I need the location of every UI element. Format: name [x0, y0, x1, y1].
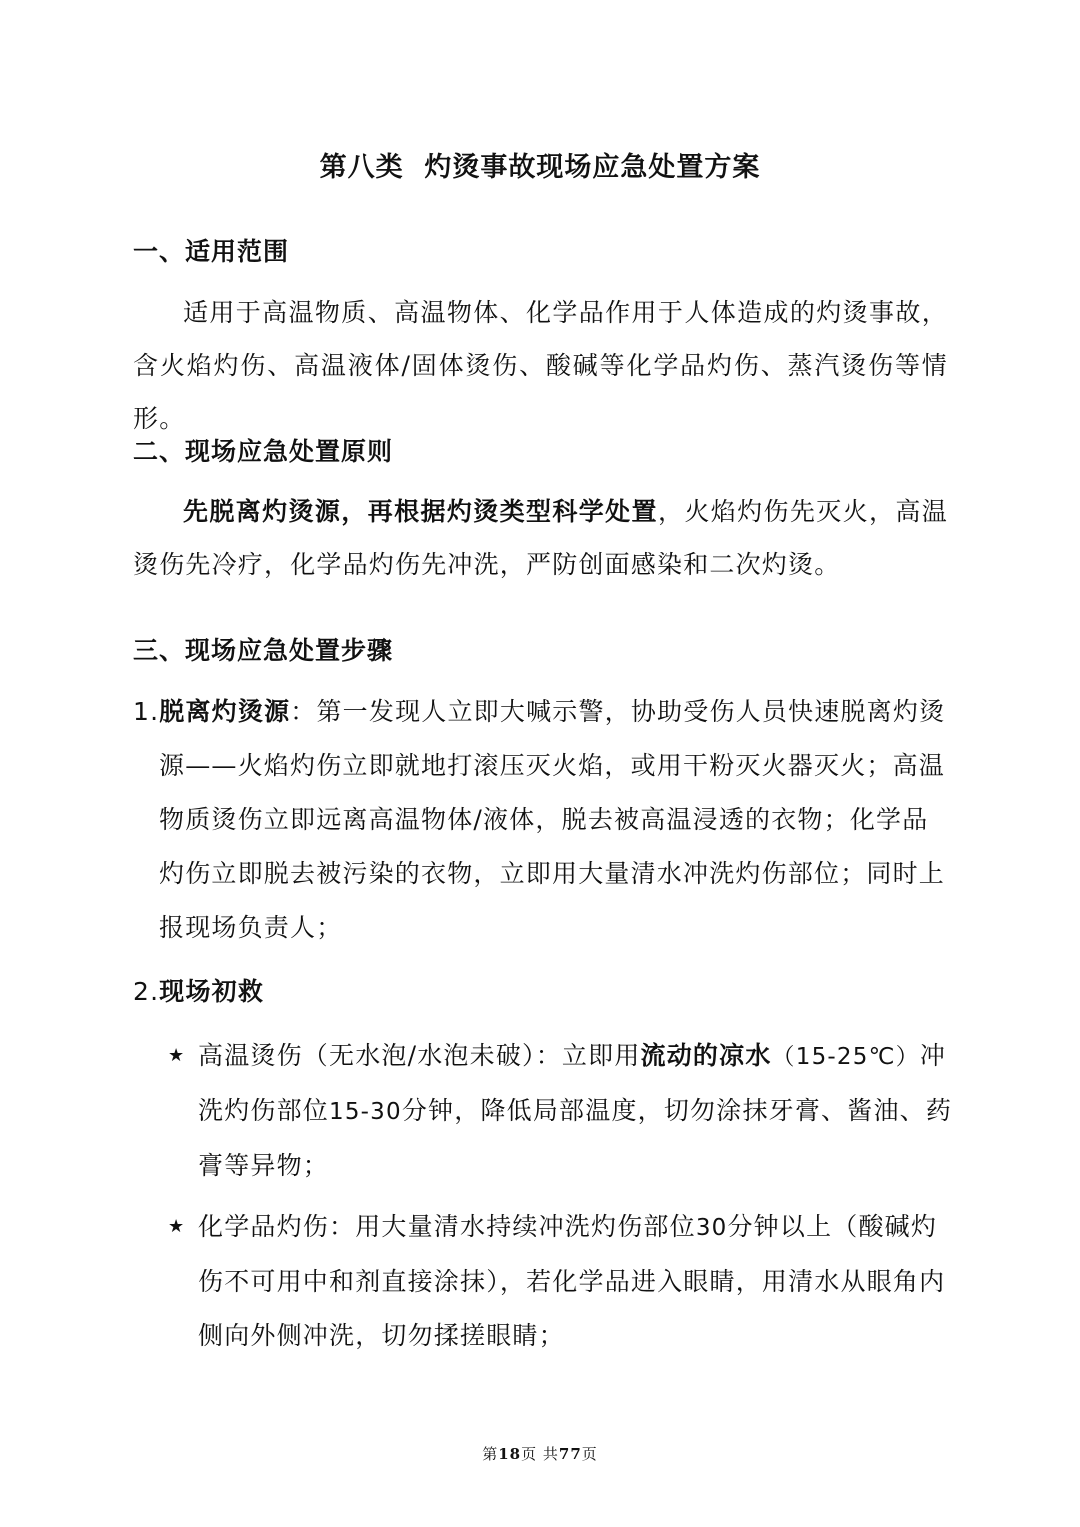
principles-paragraph	[133, 485, 948, 591]
bullet-heat-lead: 高温烫伤（无水泡/水泡未破）：立即用	[198, 1041, 641, 1070]
section-heading-steps: 三、现场应急处置步骤	[133, 636, 394, 665]
bullet-heat-rest1: 冲洗灼伤部位	[198, 1041, 947, 1125]
bullet-chemical-burn	[168, 1200, 953, 1363]
bullet-heat-emphasis: 流动的凉水	[640, 1041, 772, 1070]
step-1	[133, 685, 948, 955]
scope-paragraph: 适用于高温物质、高温物体、化学品作用于人体造成的灼烫事故，含火焰灼伤、高温液体/固体烫伤、酸碱等化学品灼伤、蒸汽烫伤等情形。	[133, 298, 948, 433]
step-2	[133, 965, 948, 1019]
section-heading-principles: 二、现场应急处置原则	[133, 437, 394, 466]
bullet-heat-minutes: 15-30	[329, 1099, 402, 1125]
step-2-label: 现场初救	[159, 977, 265, 1006]
bullet-chem-minutes: 30	[695, 1215, 728, 1241]
footer-total-pages: 77	[558, 1445, 582, 1463]
step-1-label: 脱离灼烫源	[159, 697, 291, 726]
bullet-heat-rest2: 分钟，降低局部温度，切勿涂抹牙膏、酱油、药膏等异物；	[198, 1096, 953, 1180]
step-1-number: 1.	[133, 697, 160, 726]
step-1-text: ：第一发现人立即大喊示警，协助受伤人员快速脱离灼烫源——火焰灼伤立即就地打滚压灭火焰，或用干粉灭火器灭火；高温物质烫伤立即远离高温物体/液体，脱去被高温浸透的衣物；化学品灼伤立即脱去被污染的衣物，立即用大量清水冲洗灼伤部位；同时上报现场负责人；	[159, 697, 946, 942]
footer-middle: 页 共	[521, 1445, 559, 1463]
footer-current-page: 18	[498, 1445, 522, 1463]
page-title: 第八类 灼烫事故现场应急处置方案	[319, 152, 761, 183]
star-bullet-icon: ★	[168, 1045, 186, 1066]
principles-emphasis: 先脱离灼烫源，再根据灼烫类型科学处置	[183, 497, 658, 526]
principles-text: ，火焰灼伤先灭火，高温烫伤先冷疗，化学品灼伤先冲洗，严防创面感染和二次灼烫。	[133, 497, 948, 579]
footer-prefix: 第	[482, 1445, 499, 1463]
star-bullet-icon: ★	[168, 1216, 186, 1237]
bullet-heat-burn	[168, 1029, 953, 1193]
section-heading-scope: 一、适用范围	[133, 237, 290, 266]
page-footer	[0, 1443, 1080, 1464]
step-2-number: 2.	[133, 977, 160, 1006]
bullet-chem-rest: 分钟以上（酸碱灼伤不可用中和剂直接涂抹），若化学品进入眼睛，用清水从眼角内侧向外侧冲洗，切勿揉搓眼睛；	[198, 1212, 946, 1350]
bullet-chem-lead: 化学品灼伤：用大量清水持续冲洗灼伤部位	[198, 1212, 696, 1241]
footer-suffix: 页	[581, 1445, 598, 1463]
bullet-heat-temperature: （15-25℃）	[771, 1044, 920, 1070]
